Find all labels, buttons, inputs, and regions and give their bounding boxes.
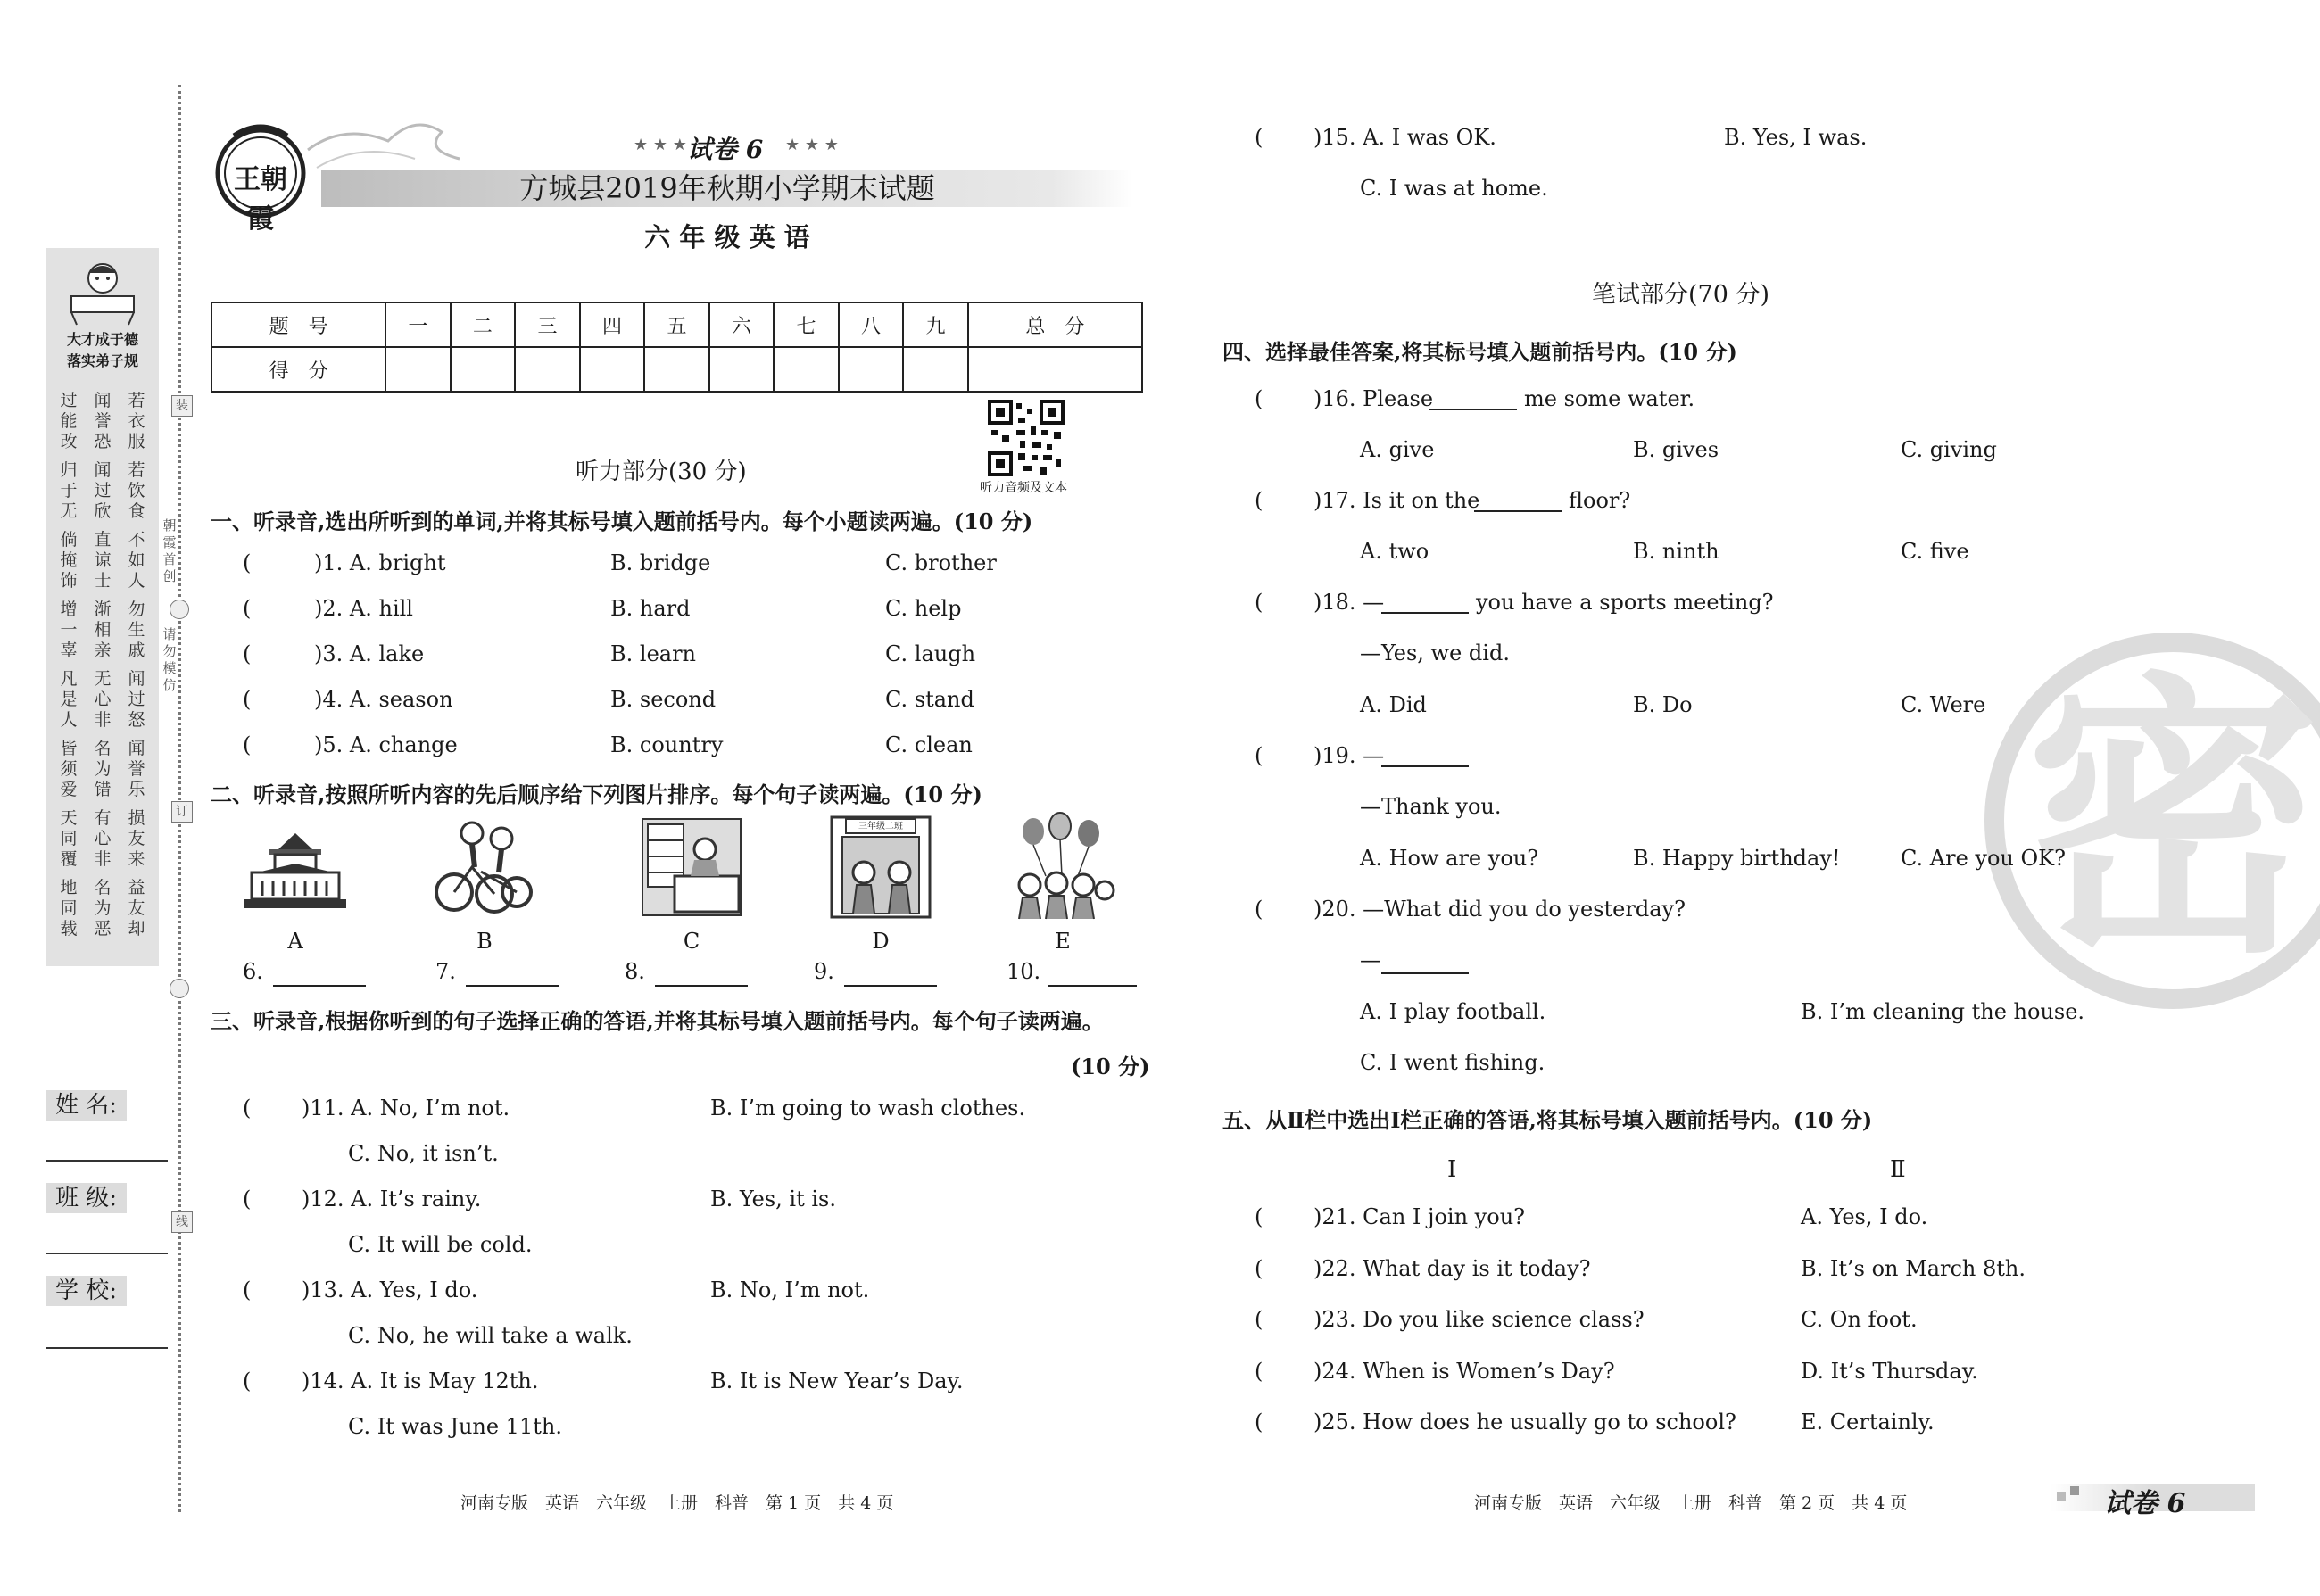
picture-label: C [683,929,700,954]
binding-hole-2 [170,979,189,998]
school-field[interactable] [46,1347,168,1349]
question-20-option-c: C. I went fishing. [1360,1050,1545,1075]
name-field[interactable] [46,1160,168,1162]
binding-dash-line [178,85,181,1512]
question-18-response: —Yes, we did. [1360,641,1510,666]
motto-column: 益友却 [128,878,145,939]
matching-question: )24. When is Women’s Day? [1313,1358,1615,1384]
score-header-row [211,302,1142,347]
question-15-option-b: B. Yes, I was. [1724,125,1868,150]
score-row-label: 得 分 [211,347,385,392]
question-stem-option-a: )1. A. bright [314,550,446,575]
option-b: B. hard [610,596,691,621]
answer-bracket[interactable]: ( [1255,897,1264,922]
class-label: 班 级: [46,1183,127,1213]
question-20-blank[interactable] [1381,972,1469,974]
score-input-cell[interactable] [451,347,516,392]
matching-answer: D. It’s Thursday. [1801,1358,1978,1384]
option-b: B. It is New Year’s Day. [710,1369,964,1393]
section-3-instruction: 三、听录音,根据你听到的句子选择正确的答语,并将其标号填入题前括号内。每个句子读两遍。 [211,1008,1104,1034]
question-16-option-b: B. gives [1633,437,1719,462]
score-input-cell[interactable] [515,347,580,392]
score-input-cell[interactable] [839,347,904,392]
page-subtitle: 六 年 级 英 语 [644,222,810,252]
score-header-cell: 八 [839,302,904,347]
motto-column: 天同覆 [60,808,78,869]
motto-title-1: 大才成于德 [66,331,138,348]
question-19-option-b: B. Happy birthday! [1633,846,1841,871]
matching-question: )23. Do you like science class? [1313,1307,1645,1332]
question-16-blank[interactable] [1429,409,1517,410]
picture-c-office-desk [639,814,744,921]
order-blank-8[interactable] [655,985,748,987]
picture-label: B [476,929,493,954]
question-18-option-a: A. Did [1360,692,1427,717]
question-16-option-a: A. give [1360,437,1435,462]
order-number: 6. [243,959,263,984]
option-c: C. help [885,596,962,621]
option-c: C. clean [885,732,973,757]
answer-bracket[interactable]: ( [243,1369,252,1393]
motto-column: 闻誉恐 [94,391,112,451]
option-c: C. It will be cold. [348,1232,533,1257]
question-stem-option-a: )2. A. hill [314,596,413,621]
option-b: B. bridge [610,550,711,575]
motto-column: 有心非 [94,808,112,869]
question-19-option-a: A. How are you? [1360,846,1539,871]
order-number: 8. [625,959,645,984]
order-number: 10. [1007,959,1041,984]
footer-right: 河南专版 英语 六年级 上册 科普 第 2 页 共 4 页 [1474,1493,1908,1513]
question-17-blank[interactable] [1474,510,1562,512]
question-stem-option-a: )12. A. It’s rainy. [302,1187,482,1211]
option-b: B. Yes, it is. [710,1187,836,1211]
matching-answer: B. It’s on March 8th. [1801,1255,2026,1281]
question-18-option-b: B. Do [1633,692,1693,717]
order-blank-6[interactable] [273,985,366,987]
page-title: 方城县2019年秋期小学期末试题 [519,171,935,205]
stars-right: ★ ★ ★ [785,136,839,154]
qr-code[interactable] [988,400,1065,476]
question-q17-stem: )17. Is it on the [1313,488,1480,513]
motto-column: 闻过欣 [94,460,112,521]
question-q16-stem: )16. Please [1313,386,1434,411]
answer-bracket[interactable]: ( [243,596,252,621]
section-4-instruction: 四、选择最佳答案,将其标号填入题前括号内。(10 分) [1222,339,1737,365]
order-number: 9. [814,959,834,984]
picture-b-cycling [432,814,537,921]
question-18-blank[interactable] [1381,612,1469,614]
paper-tag: 试卷 6 [687,135,764,164]
matching-question: )25. How does he usually go to school? [1313,1410,1736,1435]
motto-column: 凡是人 [60,669,78,730]
motto-panel [46,248,159,966]
option-b: B. No, I’m not. [710,1278,870,1302]
order-blank-7[interactable] [466,985,559,987]
option-c: C. laugh [885,641,976,666]
footer-left: 河南专版 英语 六年级 上册 科普 第 1 页 共 4 页 [460,1493,894,1513]
order-blank-9[interactable] [844,985,937,987]
answer-bracket[interactable]: ( [1255,386,1264,411]
question-stem-option-a: )3. A. lake [314,641,425,666]
question-20-option-b: B. I’m cleaning the house. [1801,999,2085,1024]
picture-label: D [872,929,890,954]
option-b: B. country [610,732,724,757]
question-16-stem-end: me some water. [1524,386,1695,411]
score-header-cell: 总 分 [968,302,1142,347]
option-b: B. learn [610,641,697,666]
vertical-note-1: 朝霞首创 [162,517,177,584]
option-c: C. brother [885,550,997,575]
column-2-header: Ⅱ [1890,1156,1906,1183]
motto-column: 过能改 [60,391,78,451]
answer-bracket[interactable]: ( [1255,1410,1264,1435]
binding-hole-1 [170,600,189,619]
order-number: 7. [435,959,456,984]
option-b: B. second [610,687,717,712]
motto-column: 若衣服 [128,391,145,451]
score-header-label: 题 号 [211,302,385,347]
answer-bracket[interactable]: ( [243,1278,252,1302]
answer-bracket[interactable]: ( [243,1096,252,1121]
watermark-character: 密 [2026,649,2320,992]
answer-bracket[interactable]: ( [1255,590,1264,615]
question-18-option-c: C. Were [1901,692,1986,717]
logo-text: 王朝霞 [234,164,287,235]
question-stem-option-a: )4. A. season [314,687,453,712]
motto-column: 闻过怒 [128,669,145,730]
answer-bracket[interactable]: ( [1255,1358,1264,1384]
written-heading: 笔试部分(70 分) [1592,281,1770,309]
score-input-cell[interactable] [968,347,1142,392]
score-header-cell: 二 [451,302,516,347]
question-q19-stem: )19. — [1313,743,1385,768]
matching-question: )21. Can I join you? [1313,1204,1526,1229]
motto-column: 损友来 [128,808,145,869]
option-c: C. No, he will take a walk. [348,1323,633,1348]
score-header-cell: 六 [709,302,775,347]
motto-column: 若饮食 [128,460,145,521]
order-blank-10[interactable] [1048,985,1137,987]
score-header-cell: 三 [515,302,580,347]
score-input-cell[interactable] [903,347,968,392]
motto-column: 归于无 [60,460,78,521]
score-value-row [211,347,1142,392]
question-stem-option-a: )5. A. change [314,732,458,757]
section-2-instruction: 二、听录音,按照所听内容的先后顺序给下列图片排序。每个句子读两遍。(10 分) [211,781,982,807]
question-20-response-dash: — [1360,947,1381,972]
question-20-option-a: A. I play football. [1360,999,1546,1024]
answer-bracket[interactable]: ( [243,550,252,575]
scholar-cartoon [64,257,141,328]
section-5-instruction: 五、从Ⅱ栏中选出Ⅰ栏正确的答语,将其标号填入题前括号内。(10 分) [1222,1107,1873,1133]
score-table [211,302,1143,393]
question-19-option-c: C. Are you OK? [1901,846,2066,871]
option-c: C. It was June 11th. [348,1414,562,1439]
stars-left: ★ ★ ★ [634,136,687,154]
answer-bracket[interactable]: ( [1255,488,1264,513]
question-q20-stem: )20. —What did you do yesterday? [1313,897,1686,922]
question-16-option-c: C. giving [1901,437,1997,462]
score-header-cell: 九 [903,302,968,347]
motto-column: 地同载 [60,878,78,939]
score-input-cell[interactable] [580,347,645,392]
binding-seal-2: 订 [171,801,193,823]
question-stem-option-a: )14. A. It is May 12th. [302,1369,539,1393]
score-header-cell: 七 [774,302,839,347]
question-15-stem: )15. A. I was OK. [1313,125,1496,150]
question-17-option-a: A. two [1360,539,1429,564]
name-label: 姓 名: [46,1090,127,1121]
matching-answer: E. Certainly. [1801,1410,1935,1435]
picture-label: A [287,929,303,954]
answer-bracket[interactable]: ( [1255,1204,1264,1229]
score-input-cell[interactable] [644,347,709,392]
answer-bracket[interactable]: ( [243,732,252,757]
question-17-option-b: B. ninth [1633,539,1719,564]
motto-column: 渐相亲 [94,600,112,660]
binding-seal-1: 装 [171,395,193,417]
class-field[interactable] [46,1253,168,1254]
ribbon-decoration [308,114,460,177]
motto-column: 不如人 [128,530,145,591]
question-stem-option-a: )13. A. Yes, I do. [302,1278,478,1302]
answer-bracket[interactable]: ( [243,1187,252,1211]
score-header-cell: 四 [580,302,645,347]
question-18-stem-end: you have a sports meeting? [1476,590,1774,615]
school-label: 学 校: [46,1276,127,1306]
listening-heading: 听力部分(30 分) [576,459,747,485]
motto-column: 名为错 [94,739,112,799]
footer-square-1 [2057,1492,2066,1501]
motto-column: 皆须爱 [60,739,78,799]
matching-answer: C. On foot. [1801,1307,1918,1332]
footer-square-2 [2070,1486,2079,1495]
motto-column: 名为恶 [94,878,112,939]
answer-bracket[interactable]: ( [1255,1255,1264,1281]
picture-e-balloons-party [1010,814,1115,921]
qr-caption: 听力音频及文本 [980,481,1067,495]
score-input-cell[interactable] [385,347,451,392]
score-header-cell: 五 [644,302,709,347]
option-c: C. stand [885,687,974,712]
matching-answer: A. Yes, I do. [1801,1204,1928,1229]
binding-seal-3: 线 [171,1211,193,1233]
column-1-header: Ⅰ [1447,1156,1457,1183]
answer-bracket[interactable]: ( [1255,125,1264,150]
matching-question: )22. What day is it today? [1313,1255,1591,1281]
score-input-cell[interactable] [709,347,775,392]
motto-column: 增一辜 [60,600,78,660]
score-header-cell: 一 [385,302,451,347]
section-3-score: (10 分) [1071,1054,1150,1079]
picture-label: E [1055,929,1071,954]
section-1-instruction: 一、听录音,选出所听到的单词,并将其标号填入题前括号内。每个小题读两遍。(10 分) [211,509,1033,534]
question-17-stem-end: floor? [1569,488,1631,513]
footer-paper-tag: 试卷 6 [2104,1488,2186,1519]
score-input-cell[interactable] [774,347,839,392]
question-19-blank[interactable] [1381,765,1469,767]
question-15-option-c: C. I was at home. [1360,176,1548,201]
answer-bracket[interactable]: ( [243,687,252,712]
motto-column: 直谅士 [94,530,112,591]
picture-a-gate-building [243,814,348,921]
question-19-response: —Thank you. [1360,794,1502,819]
option-b: B. I’m going to wash clothes. [710,1096,1026,1121]
question-17-option-c: C. five [1901,539,1969,564]
question-q18-stem: )18. — [1313,590,1385,615]
motto-column: 无心非 [94,669,112,730]
motto-column: 勿生戚 [128,600,145,660]
answer-bracket[interactable]: ( [243,641,252,666]
picture-d-sign: 三年级二班 [858,822,903,831]
motto-column: 倘掩饰 [60,530,78,591]
motto-title-2: 落实弟子规 [66,352,138,369]
question-stem-option-a: )11. A. No, I’m not. [302,1096,510,1121]
motto-column: 闻誉乐 [128,739,145,799]
vertical-note-2: 请勿模仿 [162,626,177,693]
answer-bracket[interactable]: ( [1255,743,1264,768]
option-c: C. No, it isn’t. [348,1141,499,1166]
answer-bracket[interactable]: ( [1255,1307,1264,1332]
